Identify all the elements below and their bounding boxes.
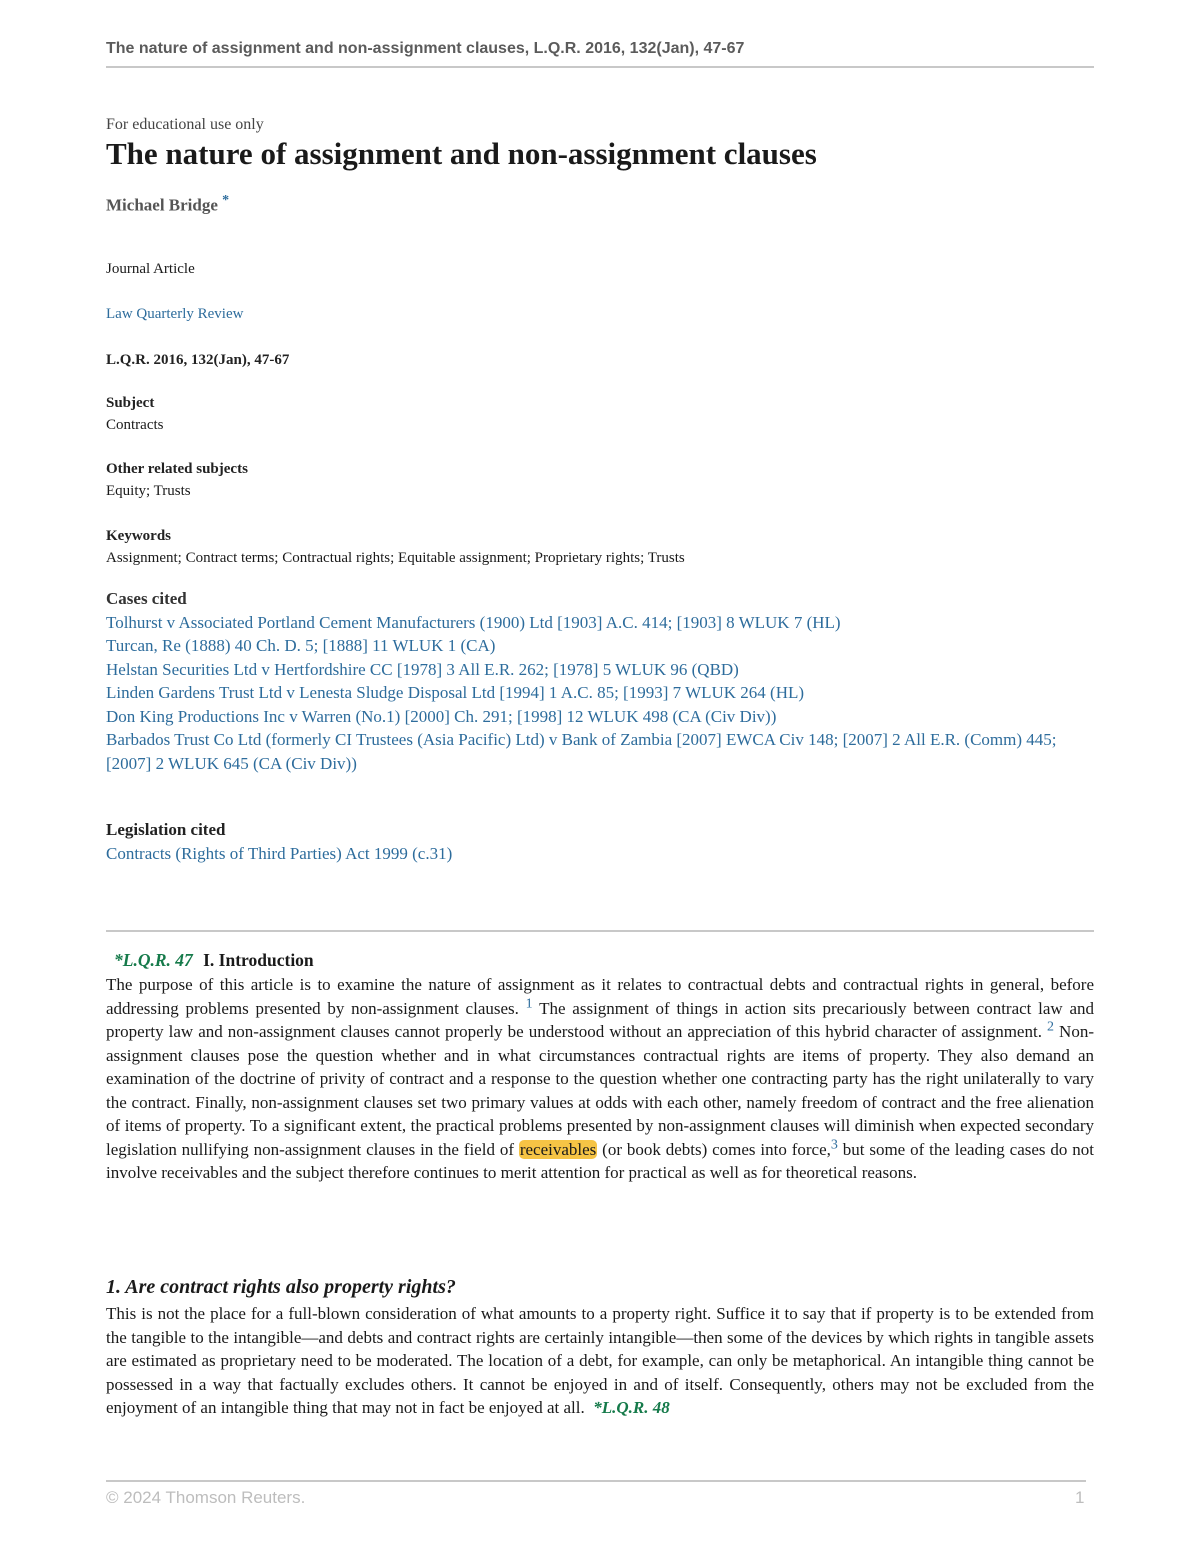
intro-text: but some of the leading cases do not involve receivables and the subject therefore continues to merit attention for practical as well as for theoretical reasons. bbox=[106, 1139, 1094, 1182]
introduction-paragraph bbox=[106, 973, 1094, 1185]
section-1-text: This is not the place for a full-blown consideration of what amounts to a property right. Suffice it to say that if property is to be extended from the tangible to the intangible—and debts and contract rights are certainly intangible—then some of the devices by which rights in tangible assets are estimated as proprietary need to be moderated. The location of a debt, for example, can only be metaphorical. An intangible thing cannot be possessed in a way that factually excludes others. It cannot be enjoyed in and of itself. Consequently, others may not be excluded from the enjoyment of an intangible thing that may not in fact be enjoyed at all. bbox=[106, 1304, 1094, 1417]
case-link[interactable]: Turcan, Re (1888) 40 Ch. D. 5; [1888] 11 WLUK 1 (CA) bbox=[106, 636, 496, 655]
highlighted-term: receivables bbox=[519, 1139, 597, 1159]
section-1-paragraph bbox=[106, 1302, 1094, 1420]
case-link[interactable]: Don King Productions Inc v Warren (No.1) [2000] Ch. 291; [1998] 12 WLUK 498 (CA (Civ Div)) bbox=[106, 706, 777, 726]
journal-link[interactable]: Law Quarterly Review bbox=[106, 306, 244, 322]
page-number: 1 bbox=[1075, 1488, 1085, 1507]
footnote-link-3[interactable]: 3 bbox=[830, 1136, 838, 1152]
case-link[interactable]: Linden Gardens Trust Ltd v Lenesta Sludge Disposal Ltd [1994] 1 A.C. 85; [1993] 7 WLUK 264 (HL) bbox=[106, 683, 805, 702]
cases-cited-label: Cases cited bbox=[106, 589, 187, 608]
educational-notice: For educational use only bbox=[106, 116, 264, 133]
author-name: Michael Bridge bbox=[106, 195, 218, 215]
page-marker-48: *L.Q.R. 48 bbox=[593, 1398, 670, 1417]
legislation-cited-label: Legislation cited bbox=[106, 820, 226, 839]
author bbox=[106, 193, 229, 216]
subject-value: Contracts bbox=[106, 417, 164, 433]
keywords-label: Keywords bbox=[106, 528, 171, 544]
introduction-heading bbox=[114, 950, 314, 971]
section-1-title: 1. Are contract rights also property rights? bbox=[106, 1276, 456, 1298]
footer-divider bbox=[106, 1480, 1086, 1482]
case-link[interactable]: Tolhurst v Associated Portland Cement Manufacturers (1900) Ltd [1903] A.C. 414; [1903] 8 WLUK 7 (HL) bbox=[106, 612, 841, 632]
cases-cited-block bbox=[106, 587, 1094, 775]
copyright-notice: © 2024 Thomson Reuters. bbox=[106, 1488, 306, 1507]
document-type: Journal Article bbox=[106, 261, 195, 277]
case-link[interactable]: Helstan Securities Ltd v Hertfordshire CC [1978] 3 All E.R. 262; [1978] 5 WLUK 96 (QBD) bbox=[106, 659, 739, 679]
legislation-cited-block bbox=[106, 818, 1094, 865]
related-subjects-block bbox=[106, 458, 248, 502]
related-subjects-label: Other related subjects bbox=[106, 461, 248, 477]
case-link[interactable]: Barbados Trust Co Ltd (formerly CI Trustees (Asia Pacific) Ltd) v Bank of Zambia [2007] EWCA Civ 148; [2007] 2 All E.R. (Comm) 445; [2007] 2 WLUK 645 (CA (Civ Div)) bbox=[106, 730, 1057, 773]
footnote-link-2[interactable]: 2 bbox=[1047, 1019, 1054, 1035]
keywords-block bbox=[106, 525, 685, 569]
document-title: The nature of assignment and non-assignment clauses bbox=[106, 136, 817, 171]
legislation-link[interactable]: Contracts (Rights of Third Parties) Act 1999 (c.31) bbox=[106, 843, 453, 863]
subject-block bbox=[106, 392, 164, 436]
intro-text: The assignment of things in action sits precariously between contract law and property law and non-assignment clauses cannot properly be understood without an appreciation of this hybrid character of assignment. bbox=[106, 998, 1094, 1041]
introduction-title: I. Introduction bbox=[203, 950, 314, 970]
keywords-value: Assignment; Contract terms; Contractual rights; Equitable assignment; Proprietary rights; Trusts bbox=[106, 550, 685, 566]
page-marker-47: *L.Q.R. 47 bbox=[114, 950, 193, 970]
running-header: The nature of assignment and non-assignment clauses, L.Q.R. 2016, 132(Jan), 47-67 bbox=[106, 40, 745, 57]
header-divider bbox=[106, 66, 1094, 68]
intro-text: Non-assignment clauses pose the question whether and in what circumstances contractual rights are items of property. They also demand an examination of the doctrine of privity of contract and a response to the question whether one contracting party has the right unilaterally to vary the contract. Finally, non-assignment clauses set two primary values at odds with each other, namely freedom of contract and the free alienation of items of property. To a significant extent, the practical problems presented by non-assignment clauses will diminish when expected secondary legislation nullifying non-assignment clauses in the field of bbox=[106, 1022, 1094, 1159]
intro-text: The purpose of this article is to examine the nature of assignment as it relates to contractual debts and contractual rights in general, before addressing problems presented by non-assignment clauses. bbox=[106, 975, 1094, 1018]
intro-text: (or book debts) comes into force, bbox=[597, 1139, 831, 1159]
section-divider bbox=[106, 930, 1094, 932]
footnote-link-1[interactable]: 1 bbox=[525, 995, 533, 1011]
related-subjects-value: Equity; Trusts bbox=[106, 483, 191, 499]
author-footnote-link[interactable]: * bbox=[222, 193, 230, 208]
subject-label: Subject bbox=[106, 395, 155, 411]
citation: L.Q.R. 2016, 132(Jan), 47-67 bbox=[106, 352, 290, 368]
